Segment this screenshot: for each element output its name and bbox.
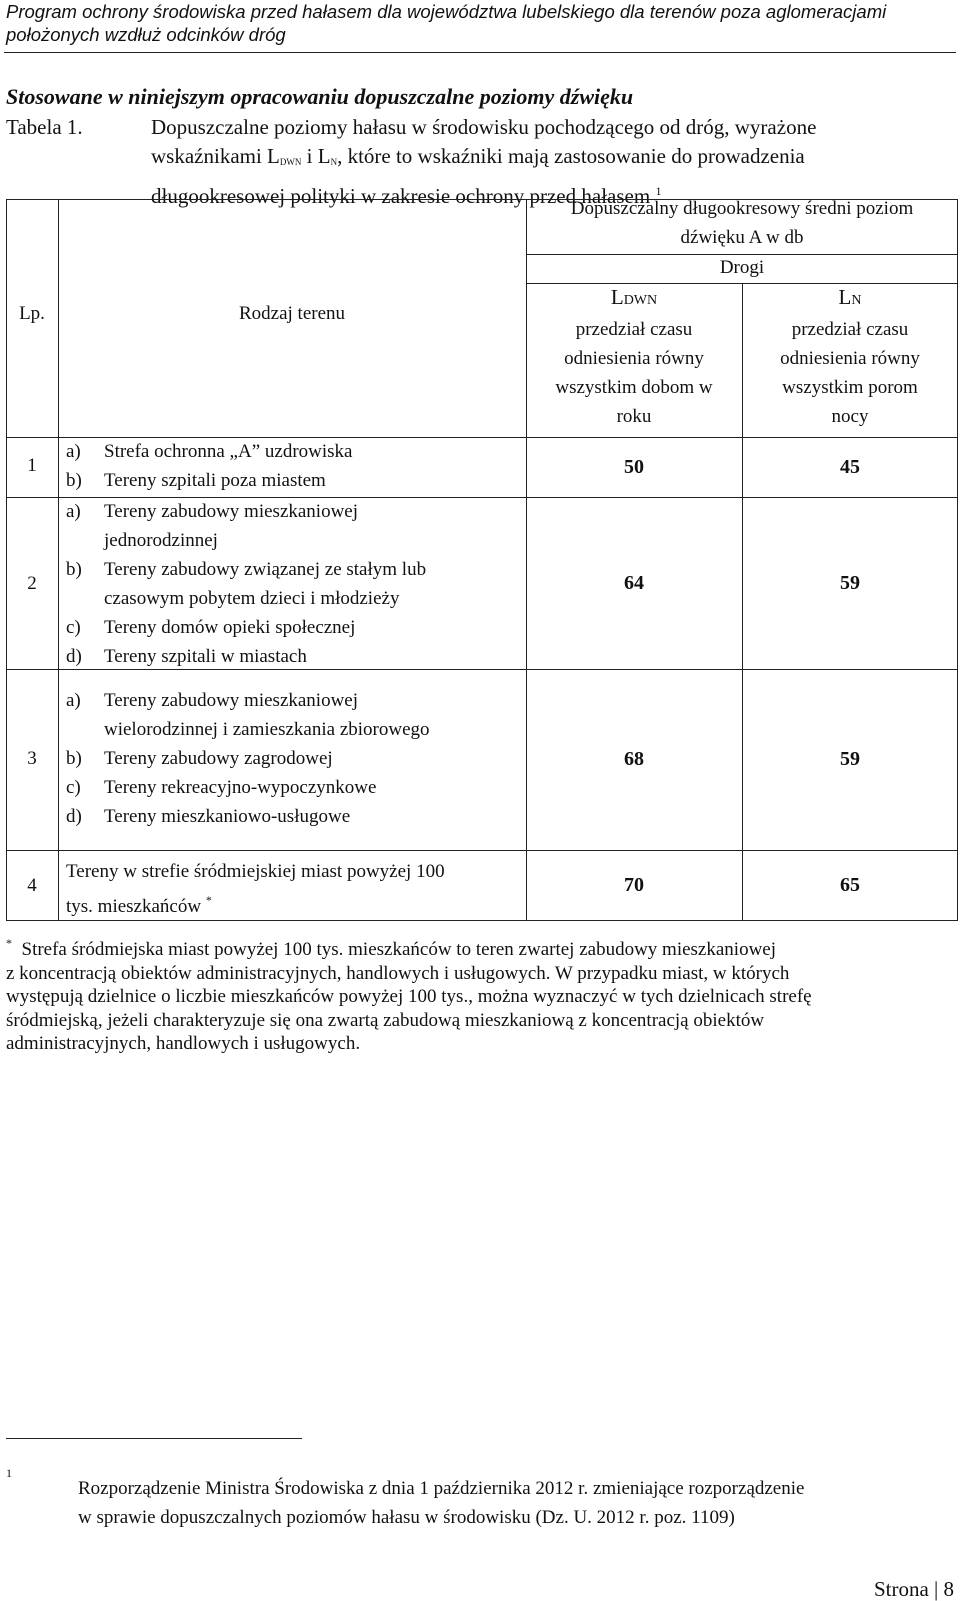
item-text: Tereny zabudowy mieszkaniowej [104,690,359,711]
caption-line [151,142,957,177]
ln-value: 45 [840,456,860,478]
ln-value: 59 [840,572,860,594]
ldwn-value: 64 [624,572,644,594]
ln-label [747,283,953,315]
ldwn-value: 50 [624,456,644,478]
column-header-ldwn [531,283,737,431]
item-text: Tereny zabudowy mieszkaniowej [104,501,359,522]
footnote-reference: 1 [655,184,662,198]
column-header-noise-level: Dopuszczalny długookresowy średni poziom dźwięku A w db [570,198,914,248]
row-number: 4 [27,875,37,896]
caption-fragment: wskaźnikami L [151,144,280,168]
note-text: Strefa śródmiejska miast powyżej 100 tys. mieszkańców to teren zwartej zabudowy mieszkaniowej [21,939,776,960]
item-text: Tereny zabudowy związanej ze stałym lub [104,559,427,580]
page-number: Strona | 8 [873,1577,954,1601]
asterisk-mark: * [6,936,12,950]
ldwn-subscript: DWN [623,293,658,308]
item-text: Tereny rekreacyjno-wypoczynkowe [104,777,377,798]
ldwn-subscript: DWN [279,157,302,167]
row-number: 3 [27,748,37,769]
list-item [66,497,521,526]
running-header-line: Program ochrony środowiska przed hałasem dla województwa lubelskiego dla terenów poza aglomeracjami [6,1,887,22]
table-grid-line [526,199,527,920]
item-letter: a) [66,690,81,711]
list-item [66,773,521,802]
item-text: Tereny domów opieki społecznej [104,617,356,638]
item-letter: b) [66,748,82,769]
caption-fragment: , które to wskaźniki mają zastosowanie do prowadzenia [337,144,805,168]
list-item [66,555,521,584]
footnote-text [78,1474,958,1532]
row-text-fragment: tys. mieszkańców [66,896,202,917]
ln-value: 59 [840,748,860,770]
item-letter: c) [66,617,81,638]
running-header-line: położonych wzdłuż odcinków dróg [6,24,286,45]
column-header-lp: Lp. [19,303,45,324]
list-item [66,437,521,466]
list-item [66,802,521,831]
caption-fragment: i L [301,144,331,168]
item-letter: a) [66,501,81,522]
row-number: 2 [27,573,37,594]
table-row-area-text [66,857,521,921]
footnote-number: 1 [6,1466,12,1480]
table-row-area-list [66,686,521,831]
item-letter: a) [66,441,81,462]
running-header [6,0,954,46]
table-row-area-list [66,437,521,495]
ldwn-value: 70 [624,874,644,896]
ln-value: 65 [840,874,860,896]
item-text: Tereny szpitali w miastach [104,646,307,667]
note-line: występują dzielnice o liczbie mieszkańców powyżej 100 tys., można wyznaczyć w tych dzielnicach strefę [6,986,812,1007]
ldwn-symbol: L [610,285,624,309]
item-text: Tereny zabudowy zagrodowej [104,748,333,769]
note-line: śródmiejską, jeżeli charakteryzuje się ona zwartą zabudową mieszkaniową z koncentracją obiektów [6,1009,765,1031]
item-letter: d) [66,646,82,667]
list-item [66,686,521,715]
ldwn-label [531,283,737,315]
table-border [957,199,958,920]
item-continuation: czasowym pobytem dzieci i młodzieży [104,588,400,609]
ln-subscript: N [851,293,862,308]
ldwn-value: 68 [624,748,644,770]
column-header-ln [747,283,953,431]
table-grid-line [742,283,743,920]
caption-line: Dopuszczalne poziomy hałasu w środowisku pochodzącego od dróg, wyrażone [151,115,817,139]
table-grid-line [6,850,958,851]
asterisk-note [6,932,958,1056]
section-heading: Stosowane w niniejszym opracowaniu dopuszczalne poziomy dźwięku [6,84,634,109]
column-header-roads: Drogi [719,257,765,278]
table-caption-label: Tabela 1. [6,115,83,139]
row-number: 1 [27,455,37,476]
footnote-line: w sprawie dopuszczalnych poziomów hałasu w środowisku (Dz. U. 2012 r. poz. 1109) [78,1507,735,1528]
header-divider [4,52,956,53]
note-line [6,932,958,962]
item-letter: d) [66,806,82,827]
item-continuation: jednorodzinnej [104,530,218,551]
ldwn-description: przedział czasu odniesienia równy wszystkim dobom w roku [555,319,713,427]
item-letter: b) [66,470,82,491]
caption-fragment: długookresowej polityki w zakresie ochrony przed hałasem [151,184,651,208]
item-text: Strefa ochronna „A” uzdrowiska [104,441,353,462]
item-letter: c) [66,777,81,798]
footnote-divider [6,1438,302,1439]
ln-description: przedział czasu odniesienia równy wszystkim porom nocy [780,319,920,427]
row-text-line [66,886,521,921]
item-text: Tereny mieszkaniowo-usługowe [104,806,351,827]
item-continuation: wielorodzinnej i zamieszkania zbiorowego [104,719,430,740]
list-item [66,744,521,773]
note-line: z koncentracją obiektów administracyjnych, handlowych i usługowych. W przypadku miast, w których [6,962,790,984]
item-letter: b) [66,559,82,580]
list-item [66,613,521,642]
footnote-line: Rozporządzenie Ministra Środowiska z dnia 1 października 2012 r. zmieniające rozporządzenie [78,1478,805,1499]
row-text-line: Tereny w strefie śródmiejskiej miast powyżej 100 [66,861,445,882]
table-row-area-list [66,497,521,671]
item-text: Tereny szpitali poza miastem [104,470,326,491]
list-item [66,466,521,495]
noise-limits-table [6,199,958,930]
ln-symbol: L [838,285,852,309]
ln-subscript: N [330,157,338,167]
column-header-area-type: Rodzaj terenu [238,303,346,324]
asterisk-reference: * [205,893,212,907]
note-line: administracyjnych, handlowych i usługowych. [6,1033,361,1054]
list-item [66,642,521,671]
